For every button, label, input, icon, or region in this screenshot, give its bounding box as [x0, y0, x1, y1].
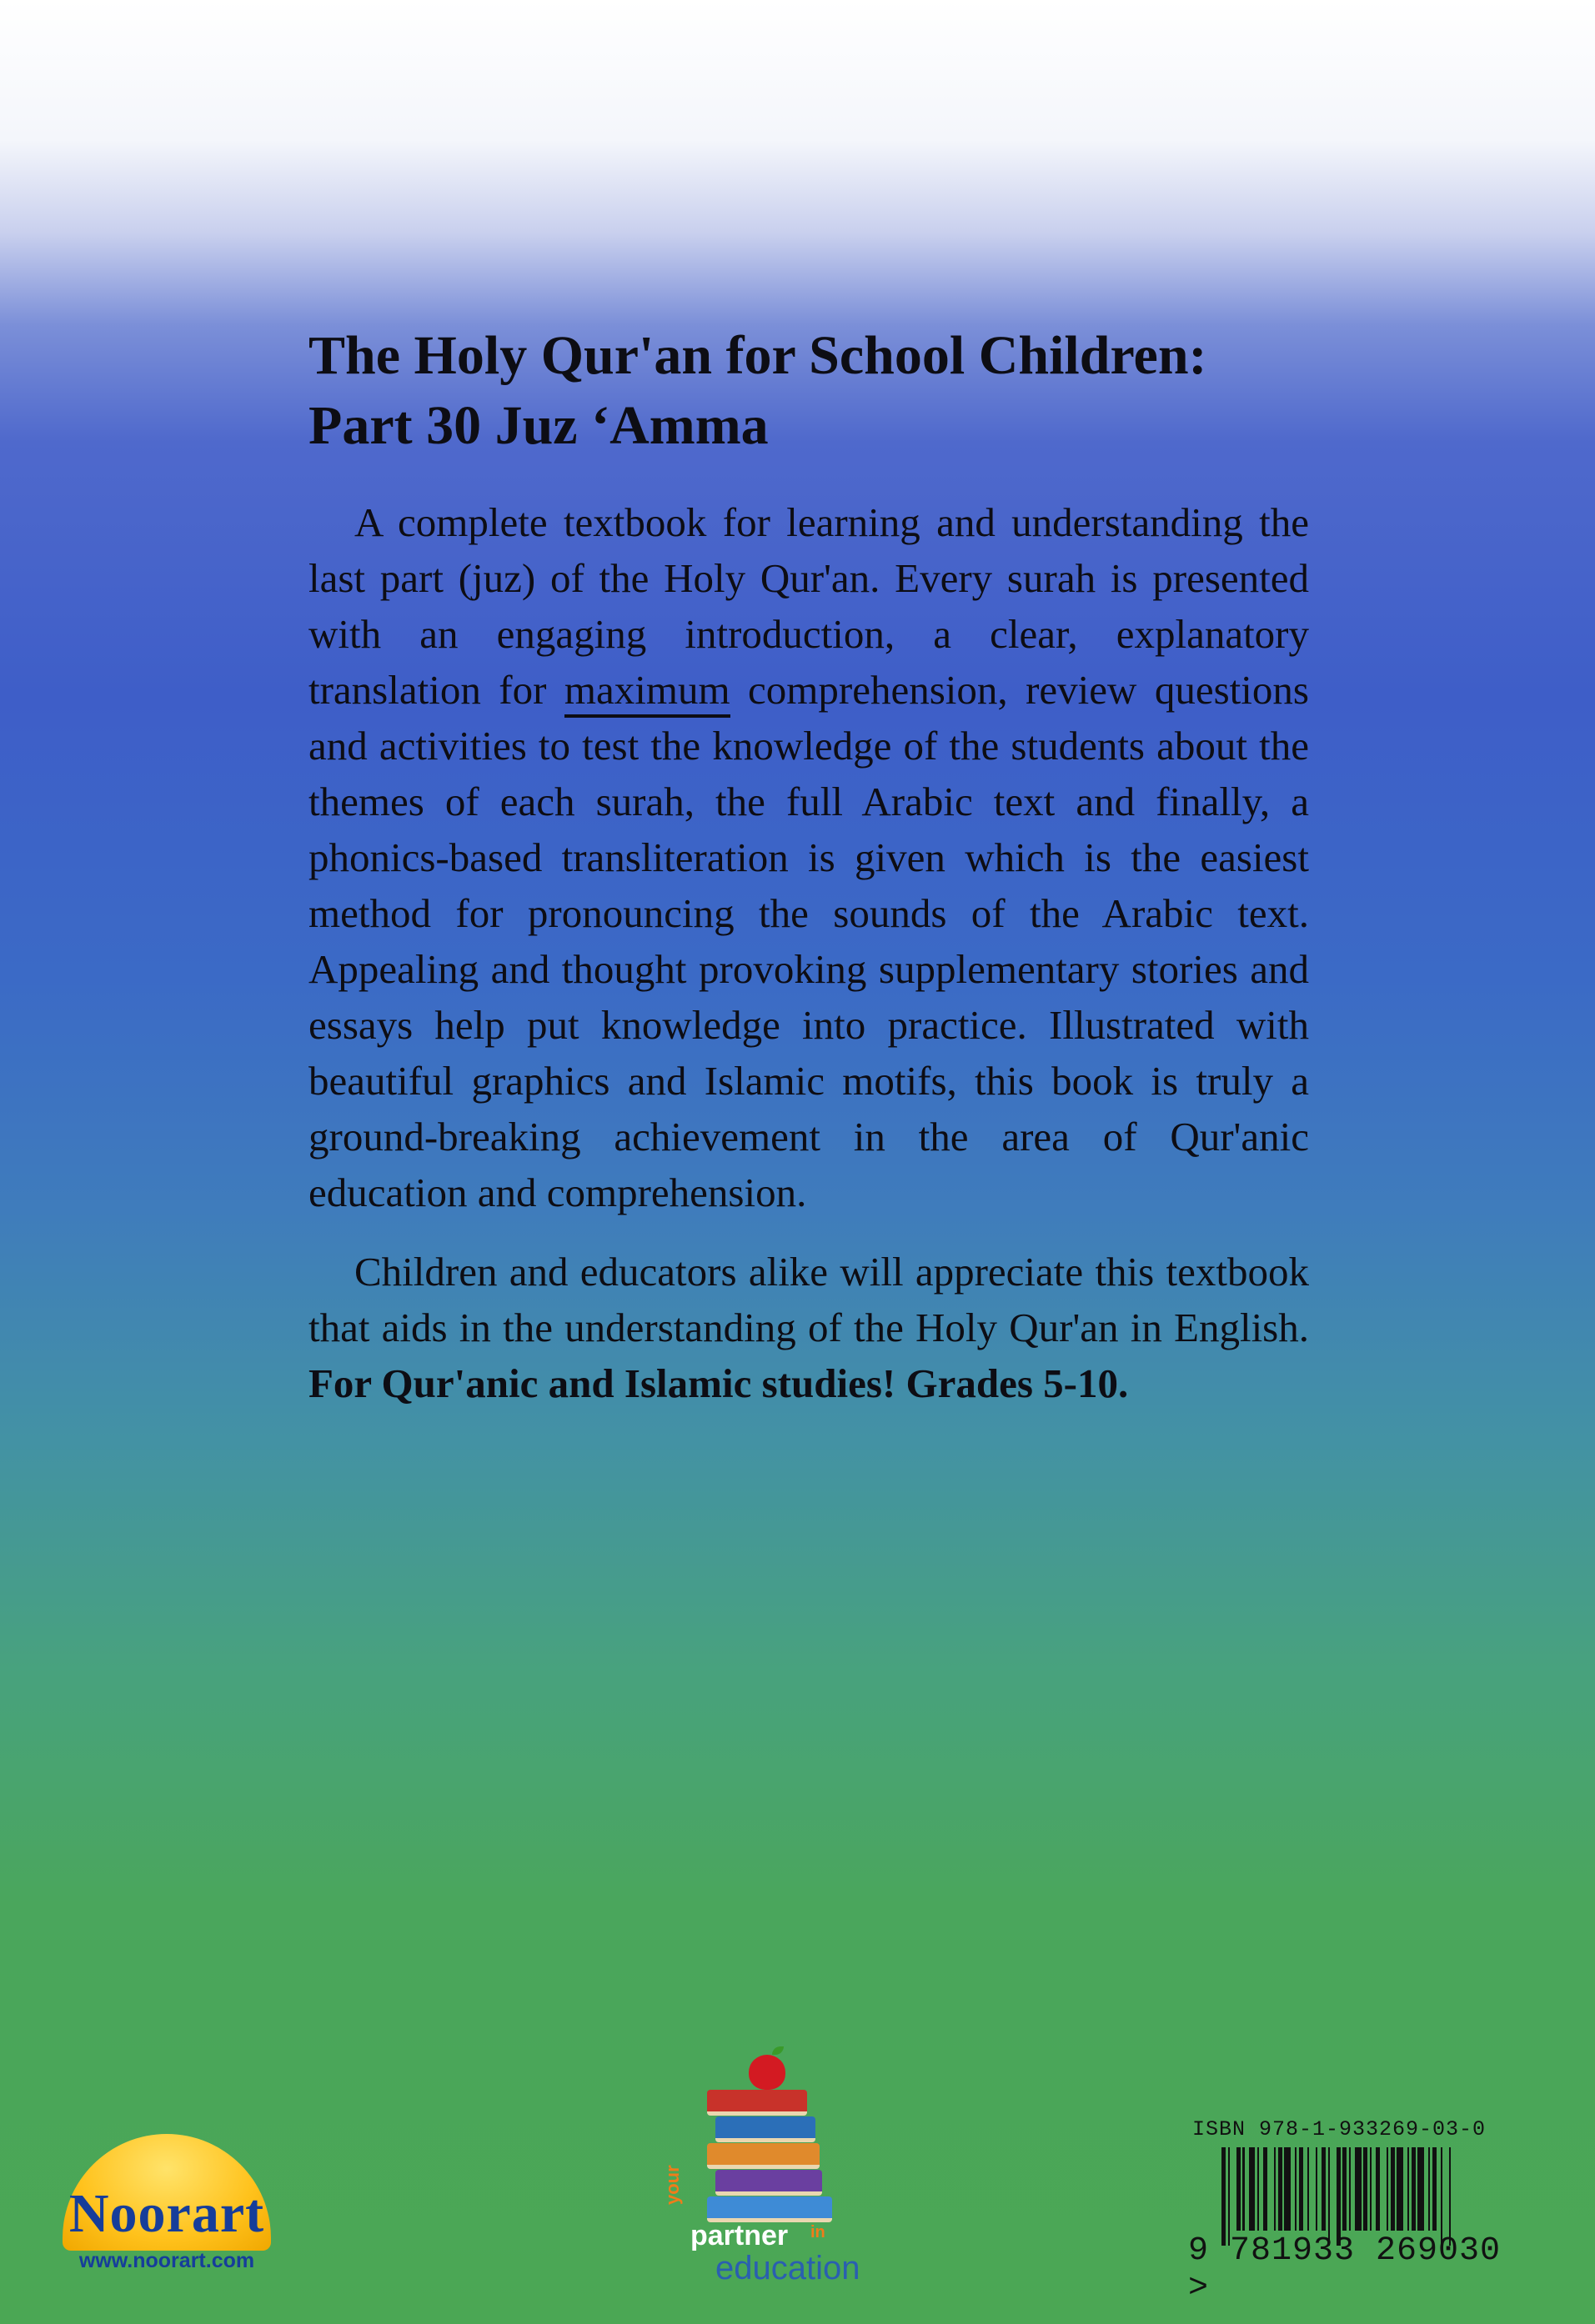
description-paragraph-2	[308, 1244, 1309, 1411]
publisher-name: Noorart	[68, 2183, 265, 2244]
logo-word-partner: partner	[690, 2220, 789, 2251]
audience-statement: For Qur'anic and Islamic studies! Grades 5-10.	[308, 1360, 1129, 1406]
partner-in-education-logo	[625, 2046, 909, 2296]
book-stack-icon	[707, 2090, 807, 2116]
description-p1-part-b: comprehension, review questions and activities to test the knowledge of the students about the themes of each surah, the full Arabic text and finally, a phonics-based transliteration is given which is the easiest method for pronouncing the sounds of the Arabic text. Appealing and thought provoking supplementary stories and essays help put knowledge into practice. Illustrated with beautiful graphics and Islamic motifs, this book is truly a ground-breaking achievement in the area of Qur'anic education and comprehension.	[308, 667, 1309, 1215]
description-p2-part-a: Children and educators alike will appreciate this textbook that aids in the understanding of the Holy Qur'an in English.	[308, 1249, 1309, 1350]
barcode-bar	[1284, 2147, 1291, 2231]
isbn-barcode-block	[1188, 2117, 1538, 2307]
barcode-bar	[1397, 2147, 1403, 2231]
book-stack-icon	[715, 2116, 815, 2142]
back-cover-text	[308, 321, 1309, 1435]
apple-leaf-icon	[772, 2046, 784, 2055]
barcode-gap	[1380, 2147, 1387, 2231]
barcode-gap	[1442, 2147, 1449, 2231]
barcode-gap	[1451, 2147, 1455, 2231]
barcode-gap	[1230, 2147, 1236, 2231]
barcode-bar	[1355, 2147, 1362, 2231]
logo-word-education: education	[715, 2250, 860, 2286]
description-p1-part-a: A complete textbook for learning and understanding the last part (juz) of the Holy Qur'an. Every surah is presented with an engaging introduction, a clear, explanatory translation for	[308, 499, 1309, 713]
barcode-gap	[1309, 2147, 1316, 2231]
isbn-label: ISBN 978-1-933269-03-0	[1192, 2117, 1487, 2141]
isbn-digits: 9 781933 269030 >	[1188, 2232, 1502, 2307]
noorart-logo	[25, 2117, 292, 2276]
book-title	[308, 321, 1309, 461]
barcode-bar	[1249, 2147, 1256, 2231]
book-stack-icon	[715, 2170, 822, 2196]
title-line-2: Part 30 Juz ‘Amma	[308, 395, 769, 456]
publisher-url: www.noorart.com	[78, 2249, 255, 2272]
underlined-word: maximum	[564, 667, 730, 718]
barcode-bar	[1417, 2147, 1424, 2231]
logo-word-your: your	[662, 2165, 683, 2205]
barcode	[1221, 2147, 1497, 2231]
book-stack-icon	[707, 2196, 832, 2222]
barcode-gap	[1267, 2147, 1274, 2231]
barcode-gap	[1330, 2147, 1337, 2231]
description-paragraph-1	[308, 494, 1309, 1220]
book-stack-icon	[707, 2143, 820, 2169]
title-line-1: The Holy Qur'an for School Children:	[308, 325, 1207, 386]
logo-word-in: in	[810, 2223, 825, 2241]
apple-icon	[749, 2055, 785, 2090]
